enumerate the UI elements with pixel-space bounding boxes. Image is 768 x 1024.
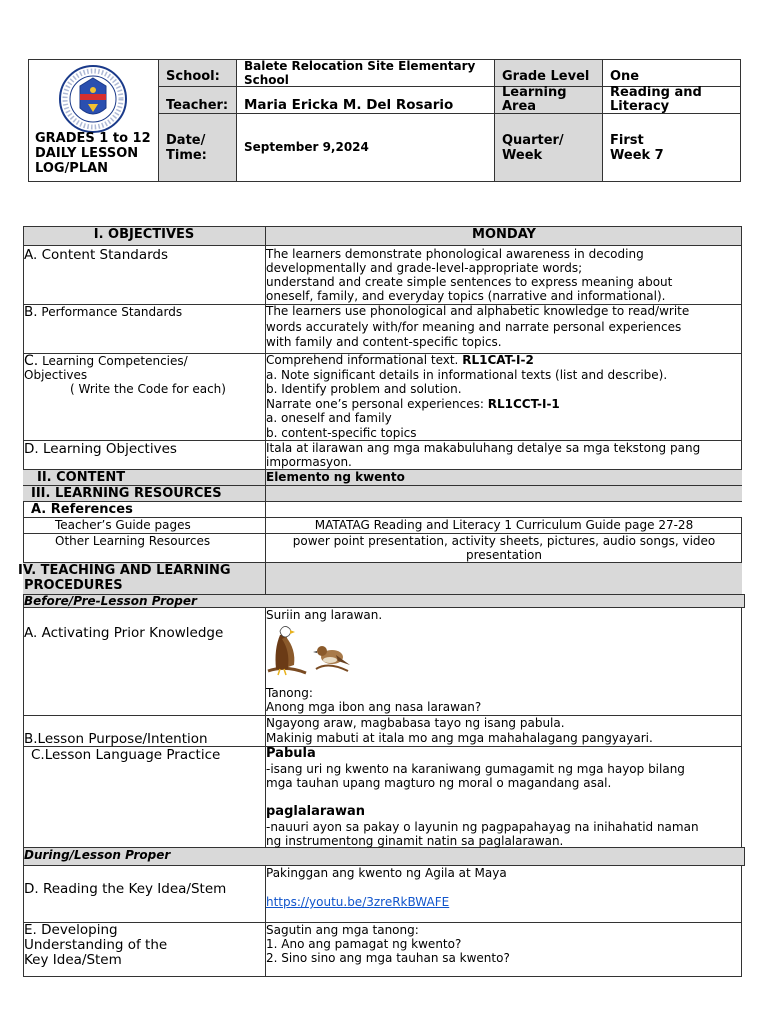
- day-heading: MONDAY: [472, 227, 536, 242]
- school-label: School:: [166, 69, 220, 84]
- video-link[interactable]: https://youtu.be/3zreRkBWAFE: [266, 895, 450, 909]
- resources-heading: III. LEARNING RESOURCES: [31, 486, 222, 501]
- references-label: A. References: [31, 502, 133, 517]
- teachers-guide-label: Teacher’s Guide pages: [55, 518, 191, 532]
- eagle-image: [268, 626, 306, 675]
- teacher-label: Teacher:: [166, 98, 229, 113]
- language-practice-label: C.Lesson Language Practice: [31, 747, 221, 763]
- competencies-value: Comprehend informational text. RL1CAT-I-2 a. Note significant details in informational texts (list and describe). b. Identify problem and solution. Narrate one’s personal experiences: RL1CCT-I-1 a. oneself and family b. content-specific topics: [266, 353, 668, 440]
- content-standards-label: A. Content Standards: [24, 247, 169, 263]
- other-resources-value: power point presentation, activity sheets, pictures, audio songs, video presentation: [292, 534, 716, 562]
- school-value: Balete Relocation Site Elementary School: [244, 59, 476, 87]
- deped-seal: [58, 64, 128, 134]
- quarter-label: Quarter/ Week: [502, 133, 564, 163]
- performance-standards-value: The learners use phonological and alphabetic knowledge to read/write words accurately with/for meaning and narrate personal experiences with family and content-specific topics.: [266, 304, 690, 349]
- area-value: Reading and Literacy: [610, 85, 702, 114]
- content-heading: II. CONTENT: [37, 470, 126, 485]
- developing-understanding-value: Sagutin ang mga tanong: 1. Ano ang pamagat ng kwento? 2. Sino sino ang mga tauhan sa kwento?: [266, 923, 510, 965]
- date-value: September 9,2024: [244, 140, 369, 154]
- apk-question: Tanong: Anong mga ibon ang nasa larawan?: [266, 686, 482, 714]
- seal-icon: [58, 64, 128, 134]
- doc-title: GRADES 1 to 12 DAILY LESSON LOG/PLAN: [35, 131, 151, 176]
- quarter-value: First Week 7: [610, 133, 664, 163]
- area-label: Learning Area: [502, 85, 567, 114]
- reading-key-idea-value: Pakinggan ang kwento ng Agila at Maya: [266, 866, 507, 880]
- content-standards-value: The learners demonstrate phonological awareness in decoding developmentally and grade-level-appropriate words; understand and create simple sentences to express meaning about oneself, family, and everyday topics (narrative and informational).: [266, 247, 673, 303]
- reading-key-idea-label: D. Reading the Key Idea/Stem: [24, 881, 227, 897]
- apk-instruction: Suriin ang larawan.: [266, 608, 383, 622]
- objectives-heading: I. OBJECTIVES: [93, 227, 195, 242]
- learning-objectives-label: D. Learning Objectives: [24, 441, 177, 457]
- date-label: Date/ Time:: [166, 133, 207, 163]
- activating-prior-knowledge-label: A. Activating Prior Knowledge: [24, 625, 224, 641]
- content-value: Elemento ng kwento: [266, 470, 405, 484]
- bird-illustrations: [266, 621, 352, 677]
- grade-label: Grade Level: [502, 69, 590, 84]
- performance-standards-label: B. Performance Standards: [24, 304, 183, 320]
- grade-value: One: [610, 69, 640, 84]
- sparrow-image: [313, 646, 350, 671]
- lesson-purpose-value: Ngayong araw, magbabasa tayo ng isang pabula. Makinig mabuti at itala mo ang mga mahahalagang pangyayari.: [266, 716, 653, 745]
- competencies-label: C. Learning Competencies/ Objectives ( Write the Code for each): [24, 353, 226, 396]
- during-lesson-label: During/Lesson Proper: [24, 848, 171, 862]
- other-resources-label: Other Learning Resources: [55, 534, 211, 548]
- teacher-value: Maria Ericka M. Del Rosario: [244, 97, 454, 113]
- learning-objectives-value: Itala at ilarawan ang mga makabuluhang detalye sa mga tekstong pang impormasyon.: [266, 441, 701, 469]
- developing-understanding-label: E. Developing Understanding of the Key Idea/Stem: [24, 922, 168, 968]
- before-lesson-label: Before/Pre-Lesson Proper: [24, 594, 197, 608]
- procedures-heading: IV. TEACHING AND LEARNING PROCEDURES: [18, 563, 231, 593]
- lesson-purpose-label: B.Lesson Purpose/Intention: [24, 731, 208, 747]
- language-practice-value: Pabula -isang uri ng kwento na karaniwang gumagamit ng mga hayop bilang mga tauhan upang magturo ng moral o magandang asal. paglalarawan -nauuri ayon sa pakay o layunin ng pagpapahayag na inihahatid naman ng instrumentong ginamit natin sa paglalarawan.: [266, 746, 699, 848]
- teachers-guide-value: MATATAG Reading and Literacy 1 Curriculum Guide page 27-28: [314, 518, 694, 532]
